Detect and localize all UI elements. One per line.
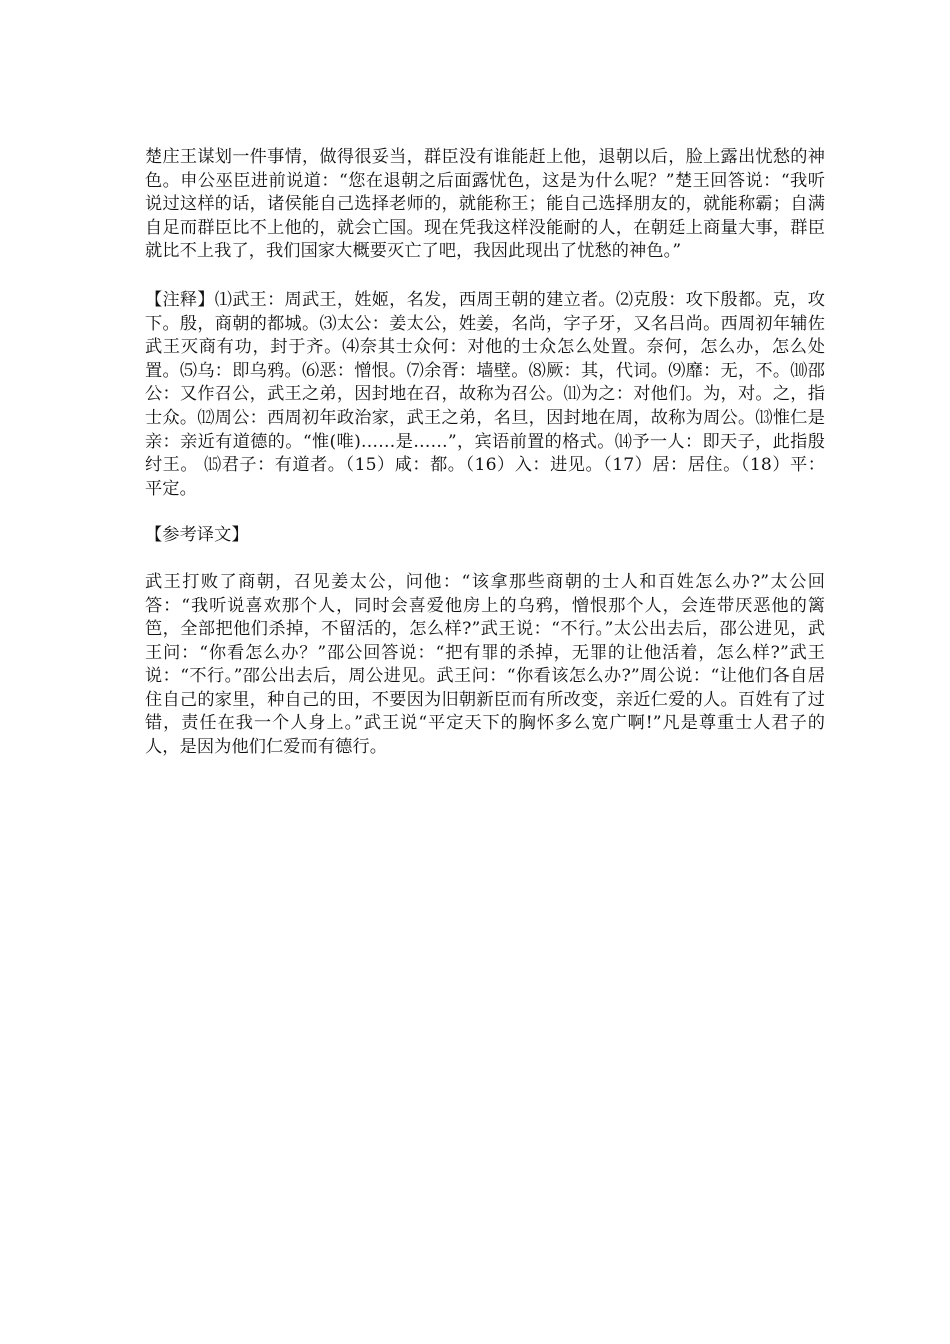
translation-paragraph: 武王打败了商朝，召见姜太公，问他：“该拿那些商朝的士人和百姓怎么办?”太公回答：“我听说喜欢那个人，同时会喜爱他房上的乌鸦，憎恨那个人，会连带厌恶他的篱笆，全部把他们杀掉，不留活的，怎么样?”武王说：“不行。”太公出去后，邵公进见，武王问：“你看怎么办？”邵公回答说：“把有罪的杀掉，无罪的让他活着，怎么样?”武王说：“不行。”邵公出去后，周公进见。武王问：“你看该怎么办?”周公说：“让他们各自居住自己的家里，种自己的田，不要因为旧朝新臣而有所改变，亲近仁爱的人。百姓有了过错，责任在我一个人身上。”武王说“平定天下的胸怀多么宽广啊!”凡是尊重士人君子的人，是因为他们仁爱而有德行。 [145, 571, 826, 758]
translation-heading: 【参考译文】 [145, 525, 249, 546]
paragraph-spacer [145, 548, 825, 571]
document-page [145, 146, 825, 760]
paragraph-spacer [145, 501, 825, 524]
annotations-paragraph: 【注释】⑴武王：周武王，姓姬，名发，西周王朝的建立者。⑵克殷：攻下殷都。克，攻下。殷，商朝的都城。⑶太公：姜太公，姓姜，名尚，字子牙，又名吕尚。西周初年辅佐武王灭商有功，封于齐。⑷奈其士众何：对他的士众怎么处置。奈何，怎么办，怎么处置。⑸乌：即乌鸦。⑹恶：憎恨。⑺余胥：墙壁。⑻厥：其，代词。⑼靡：无，不。⑽邵公：又作召公，武王之弟，因封地在召，故称为召公。⑾为之：对他们。为，对。之，指士众。⑿周公：西周初年政治家，武王之弟，名旦，因封地在周，故称为周公。⒀惟仁是亲：亲近有道德的。“惟(唯)……是……”，宾语前置的格式。⒁予一人：即天子，此指殷纣王。 ⒂君子：有道者。（15）咸：都。（16）入：进见。（17）居：居住。（18）平：平定。 [145, 289, 825, 499]
paragraph-spacer [145, 264, 825, 289]
story-paragraph: 楚庄王谋划一件事情，做得很妥当，群臣没有谁能赶上他，退朝以后，脸上露出忧愁的神色。申公巫臣进前说道：“您在退朝之后面露忧色，这是为什么呢？”楚王回答说：“我听说过这样的话，诸侯能自己选择老师的，就能称王；能自己选择朋友的，就能称霸；自满自足而群臣比不上他的，就会亡国。现在凭我这样没能耐的人，在朝廷上商量大事，群臣就比不上我了，我们国家大概要灭亡了吧，我因此现出了忧愁的神色。” [145, 147, 825, 262]
